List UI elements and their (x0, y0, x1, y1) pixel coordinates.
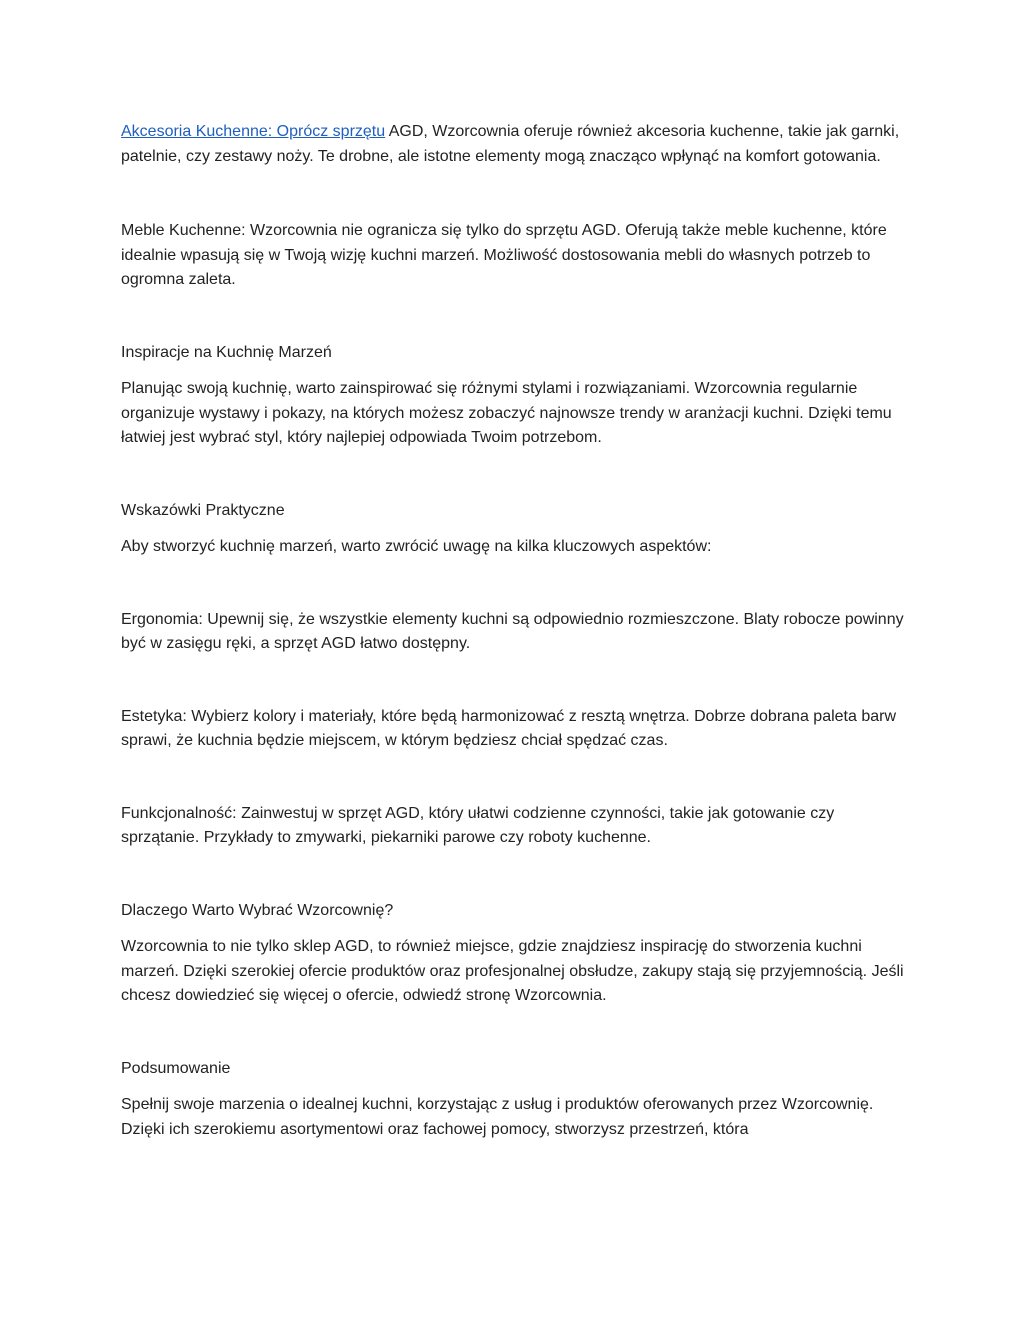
intro-text: AGD, Wzorcownia oferuje również akcesoria kuchenne, takie jak garnki, patelnie, czy zestawy noży. Te drobne, ale istotne elementy mogą znacząco wpłynąć na komfort gotowania. (121, 123, 900, 165)
document-page (121, 120, 911, 1142)
tips-heading: Wskazówki Praktyczne (121, 501, 285, 519)
inspiration-heading: Inspiracje na Kuchnię Marzeń (121, 343, 332, 361)
ergonomics-paragraph: Ergonomia: Upewnij się, że wszystkie elementy kuchni są odpowiednio rozmieszczone. Blaty robocze powinny być w zasięgu ręki, a sprzęt AGD łatwo dostępny. (121, 610, 904, 652)
aesthetics-paragraph: Estetyka: Wybierz kolory i materiały, które będą harmonizować z resztą wnętrza. Dobrze dobrana paleta barw sprawi, że kuchnia będzie miejscem, w którym będziesz chciał spędzać czas. (121, 707, 897, 749)
summary-paragraph: Spełnij swoje marzenia o idealnej kuchni, korzystając z usług i produktów oferowanych przez Wzorcownię. Dzięki ich szerokiemu asortymentowi oraz fachowej pomocy, stworzysz przestrzeń, która (121, 1096, 874, 1138)
intro-paragraph (121, 120, 911, 169)
tips-intro-paragraph: Aby stworzyć kuchnię marzeń, warto zwrócić uwagę na kilka kluczowych aspektów: (121, 538, 712, 555)
why-paragraph: Wzorcownia to nie tylko sklep AGD, to również miejsce, gdzie znajdziesz inspirację do stworzenia kuchni marzeń. Dzięki szerokiej ofercie produktów oraz profesjonalnej obsłudze, zakupy stają się przyjemnością. Jeśli chcesz dowiedzieć się więcej o ofercie, odwiedź stronę Wzorcownia. (121, 938, 904, 1004)
summary-heading: Podsumowanie (121, 1059, 231, 1077)
functionality-paragraph: Funkcjonalność: Zainwestuj w sprzęt AGD, który ułatwi codzienne czynności, takie jak gotowanie czy sprzątanie. Przykłady to zmywarki, piekarniki parowe czy roboty kuchenne. (121, 804, 835, 846)
why-heading: Dlaczego Warto Wybrać Wzorcownię? (121, 901, 394, 919)
furniture-paragraph: Meble Kuchenne: Wzorcownia nie ogranicza się tylko do sprzętu AGD. Oferują także meble kuchenne, które idealnie wpasują się w Twoją wizję kuchni marzeń. Możliwość dostosowania mebli do własnych potrzeb to ogromna zaleta. (121, 222, 887, 288)
inspiration-paragraph: Planując swoją kuchnię, warto zainspirować się różnymi stylami i rozwiązaniami. Wzorcownia regularnie organizuje wystawy i pokazy, na których możesz zobaczyć najnowsze trendy w aranżacji kuchni. Dzięki temu łatwiej jest wybrać styl, który najlepiej odpowiada Twoim potrzebom. (121, 380, 892, 446)
accessories-link[interactable]: Akcesoria Kuchenne: Oprócz sprzętu (121, 123, 386, 140)
